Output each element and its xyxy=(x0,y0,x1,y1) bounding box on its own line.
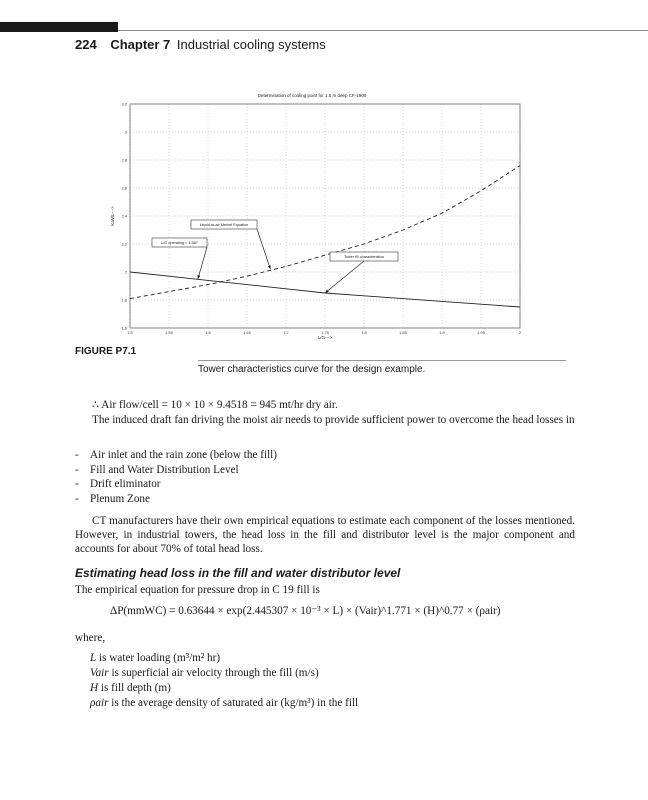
equation-intro: The empirical equation for pressure drop in C 19 fill is xyxy=(75,584,320,596)
where-label: where, xyxy=(75,632,106,644)
page-number: 224 xyxy=(75,37,97,52)
y-tick-label: 2.8 xyxy=(121,157,127,163)
merkel-annotation-arrowhead xyxy=(268,265,271,269)
definition-text: is fill depth (m) xyxy=(100,682,171,694)
definition-l xyxy=(90,652,220,664)
chapter-number: Chapter 7 xyxy=(110,37,171,52)
airflow-line: ∴ Air flow/cell = 10 × 10 × 9.4518 = 945 mt/hr dry air. xyxy=(92,399,338,411)
merkel-annotation-arrow xyxy=(257,229,270,269)
x-tick-label: 1.9 xyxy=(439,330,445,335)
x-tick-label: 1.55 xyxy=(165,330,173,335)
list-item: - Drift eliminator xyxy=(75,478,277,493)
list-item: - Fill and Water Distribution Level xyxy=(75,464,277,479)
figure-label: FIGURE P7.1 xyxy=(75,346,137,357)
x-tick-label: 1.8 xyxy=(361,330,367,335)
symbol: ρair xyxy=(90,697,109,709)
symbol: H xyxy=(90,682,99,694)
chart-title: Determination of cooling point for 1.5 m deep CF-1900 xyxy=(257,93,367,98)
pressure-drop-equation: ΔP(mmWC) = 0.63644 × exp(2.445307 × 10⁻³ × L) × (Vair)^1.771 × (H)^0.77 × (ρair) xyxy=(110,605,501,617)
ct-paragraph: CT manufacturers have their own empirical equations to estimate each component of the losses mentioned. However, in industrial towers, the head loss in the fill and distributor level is the major component and accounts for about 70% of total head loss. xyxy=(75,515,575,555)
caption-rule xyxy=(198,360,566,361)
x-axis-label: L/G---> xyxy=(317,335,333,340)
y-tick-label: 2.6 xyxy=(121,185,127,191)
x-tick-label: 1.6 xyxy=(205,330,211,335)
y-tick-label: 2.4 xyxy=(121,213,127,219)
y-tick-label: 1.6 xyxy=(121,325,127,331)
fan-paragraph: The induced draft fan driving the moist air needs to provide sufficient power to overcome the head losses in xyxy=(92,414,575,426)
x-tick-label: 1.7 xyxy=(283,330,289,335)
y-tick-label: 3.2 xyxy=(121,101,127,107)
x-tick-label: 1.75 xyxy=(321,330,329,335)
operating-point-annotation-arrowhead xyxy=(197,275,200,279)
operating-point-annotation-arrow xyxy=(198,247,207,279)
fill-characteristic-annotation-arrow xyxy=(325,261,364,293)
figure-caption: Tower characteristics curve for the design example. xyxy=(198,364,426,375)
x-tick-label: 1.5 xyxy=(127,330,133,335)
header-rule xyxy=(118,30,648,31)
definition-text: is the average density of saturated air (kg/m³) in the fill xyxy=(111,697,359,709)
y-tick-label: 2 xyxy=(124,269,127,275)
x-tick-label: 1.85 xyxy=(399,330,407,335)
tower-characteristic-chart xyxy=(108,86,528,342)
y-axis-label: KaV/L---> xyxy=(110,206,115,226)
symbol: Vair xyxy=(90,667,109,679)
x-tick-label: 2 xyxy=(518,330,522,335)
y-tick-label: 3 xyxy=(124,129,127,135)
section-heading: Estimating head loss in the fill and water distributor level xyxy=(75,566,401,580)
merkel-annotation: Liquid-to-air Merkel Equation xyxy=(199,223,249,227)
y-tick-label: 1.8 xyxy=(121,297,127,303)
definition-rho xyxy=(90,697,358,709)
y-tick-label: 2.2 xyxy=(121,241,127,247)
operating-point-annotation: L/G operating = 1.587 xyxy=(161,241,198,245)
list-item: - Plenum Zone xyxy=(75,493,277,508)
list-item: - Air inlet and the rain zone (below the fill) xyxy=(75,449,277,464)
definition-h xyxy=(90,682,171,694)
header-bar xyxy=(0,22,118,32)
running-header xyxy=(75,37,326,52)
symbol: L xyxy=(90,652,97,664)
fill-characteristic-annotation: Tower fill characteristics xyxy=(343,255,385,259)
definition-vair xyxy=(90,667,319,679)
head-loss-list xyxy=(75,449,277,507)
definition-text: is water loading (m³/m² hr) xyxy=(99,652,221,664)
x-tick-label: 1.65 xyxy=(243,330,251,335)
chapter-title: Industrial cooling systems xyxy=(176,37,326,52)
fill-characteristic-line xyxy=(130,272,520,307)
x-tick-label: 1.95 xyxy=(477,330,485,335)
definition-text: is superficial air velocity through the fill (m/s) xyxy=(111,667,319,679)
